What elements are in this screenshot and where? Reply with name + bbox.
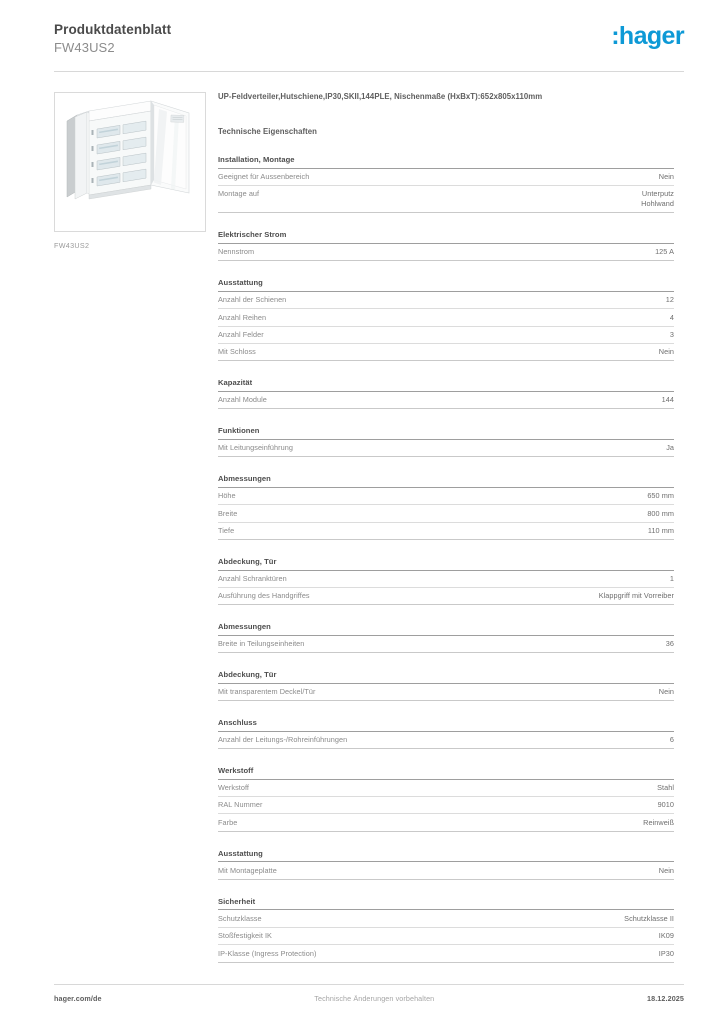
spec-row-value — [666, 443, 674, 453]
spec-rows — [218, 392, 674, 409]
footer-disclaimer: Technische Änderungen vorbehalten — [314, 993, 435, 1003]
spec-row-value — [647, 491, 674, 501]
spec-row-label: Anzahl Felder — [218, 329, 264, 339]
spec-row — [218, 244, 674, 261]
spec-row-label: Schutzklasse — [218, 913, 262, 923]
spec-row-label: Ausführung des Handgriffes — [218, 591, 310, 601]
spec-row-value — [624, 914, 674, 924]
spec-row-label: Mit Leitungseinführung — [218, 443, 293, 453]
spec-rows — [218, 910, 674, 962]
spec-row-value-line: 110 mm — [647, 526, 674, 535]
spec-row-label: Breite — [218, 508, 238, 518]
spec-row-value-line: 9010 — [657, 800, 674, 810]
spec-section — [218, 557, 674, 605]
spec-row — [218, 928, 674, 945]
spec-row-value — [659, 687, 674, 697]
spec-row-label: Montage auf — [218, 189, 260, 199]
spec-section — [218, 718, 674, 749]
spec-section — [218, 670, 674, 701]
spec-row — [218, 392, 674, 409]
spec-rows — [218, 862, 674, 879]
specification-sections — [218, 155, 674, 962]
spec-row-value-line: 3 — [669, 329, 674, 339]
spec-row — [218, 910, 674, 927]
spec-row — [218, 571, 674, 588]
spec-row-label: Anzahl der Leitungs-/Rohreinführungen — [218, 735, 348, 745]
spec-section — [218, 474, 674, 540]
spec-row-value-line: Hohlwand — [641, 199, 674, 209]
spec-row-value-line: 4 — [669, 312, 674, 322]
spec-section-title: Ausstattung — [218, 278, 674, 292]
spec-section — [218, 278, 674, 361]
spec-row-value-line: IK09 — [658, 931, 674, 941]
spec-row-value — [659, 172, 674, 182]
spec-section — [218, 230, 674, 261]
spec-section-title: Anschluss — [218, 718, 674, 732]
spec-row-label: Breite in Teilungseinheiten — [218, 639, 305, 649]
spec-rows — [218, 244, 674, 261]
spec-row — [218, 309, 674, 326]
spec-row-value-line: Stahl — [657, 783, 674, 793]
spec-row — [218, 814, 674, 831]
spec-row-value-line: IP30 — [658, 948, 674, 958]
product-description: UP-Feldverteiler,Hutschiene,IP30,SKII,144PLE, Nischenmaße (HxBxT):652x805x110mm — [218, 92, 543, 101]
spec-row-label: Höhe — [218, 491, 236, 501]
spec-row-value-line: Nein — [658, 172, 674, 182]
spec-row-value — [599, 591, 674, 601]
spec-section — [218, 622, 674, 653]
spec-row — [218, 488, 674, 505]
spec-row-value-line: 144 — [661, 395, 674, 405]
spec-rows — [218, 780, 674, 832]
spec-section-title: Kapazität — [218, 378, 674, 392]
spec-row-value — [659, 347, 674, 357]
spec-row — [218, 862, 674, 879]
spec-row — [218, 523, 674, 540]
spec-row-value — [670, 735, 674, 745]
spec-rows — [218, 169, 674, 214]
spec-row-value-line: 1 — [669, 573, 674, 583]
spec-row-value-line: Nein — [658, 347, 674, 357]
header-divider — [54, 71, 684, 72]
page-subtitle: FW43US2 — [54, 39, 115, 55]
spec-row-label: Stoßfestigkeit IK — [218, 931, 272, 941]
spec-row-value-line: Reinweiß — [643, 817, 674, 827]
spec-section-title: Sicherheit — [218, 897, 674, 911]
page-footer — [54, 991, 684, 1005]
spec-row-value — [659, 949, 674, 959]
spec-row-label: Anzahl Module — [218, 395, 267, 405]
spec-row-value-line: Ja — [666, 443, 674, 453]
spec-row — [218, 780, 674, 797]
technical-properties-heading: Technische Eigenschaften — [218, 127, 317, 137]
spec-section-title: Abdeckung, Tür — [218, 557, 674, 571]
spec-row — [218, 636, 674, 653]
spec-row-value-line: 36 — [665, 639, 674, 649]
spec-rows — [218, 571, 674, 606]
spec-row-label: IP-Klasse (Ingress Protection) — [218, 948, 317, 958]
spec-row-value — [641, 189, 674, 209]
spec-row-value — [658, 800, 674, 810]
spec-row — [218, 440, 674, 457]
spec-section-title: Abmessungen — [218, 622, 674, 636]
spec-section-title: Funktionen — [218, 426, 674, 440]
spec-row — [218, 588, 674, 605]
spec-row-value — [659, 866, 674, 876]
spec-row — [218, 684, 674, 701]
spec-row-value — [657, 783, 674, 793]
page-header — [54, 22, 684, 62]
spec-row-value — [659, 931, 674, 941]
spec-section — [218, 426, 674, 457]
spec-section — [218, 378, 674, 409]
spec-row-value-line: Nein — [658, 687, 674, 697]
product-image-frame — [54, 92, 206, 232]
spec-row — [218, 292, 674, 309]
hager-logo: :hager — [611, 22, 684, 50]
spec-row-value — [670, 330, 674, 340]
spec-row-value-line: Nein — [658, 865, 674, 875]
product-illustration-icon — [55, 93, 205, 231]
spec-row-value — [662, 395, 674, 405]
footer-website[interactable]: hager.com/de — [54, 993, 102, 1003]
spec-section-title: Werkstoff — [218, 766, 674, 780]
spec-row-value-line: Schutzklasse II — [624, 913, 674, 923]
spec-row-value — [666, 639, 674, 649]
spec-row-value-line: 800 mm — [647, 508, 674, 518]
spec-row-label: Anzahl Schranktüren — [218, 573, 287, 583]
spec-section — [218, 155, 674, 213]
spec-row-value-line: 6 — [669, 735, 674, 745]
spec-row — [218, 344, 674, 361]
spec-row-label: Werkstoff — [218, 783, 249, 793]
spec-section — [218, 897, 674, 963]
spec-row-label: Tiefe — [218, 526, 235, 535]
footer-divider — [54, 984, 684, 985]
page-title: Produktdatenblatt — [54, 22, 172, 37]
spec-row-value — [655, 247, 674, 257]
spec-row-label: Geeignet für Aussenbereich — [218, 172, 310, 182]
spec-rows — [218, 684, 674, 701]
spec-row — [218, 169, 674, 186]
product-caption: FW43US2 — [54, 241, 90, 250]
spec-rows — [218, 292, 674, 362]
spec-row-label: RAL Nummer — [218, 800, 263, 810]
spec-row-value — [666, 295, 674, 305]
spec-row-label: Anzahl der Schienen — [218, 295, 287, 305]
spec-row-value-line: Unterputz — [641, 189, 674, 199]
spec-row — [218, 797, 674, 814]
spec-row-label: Mit transparentem Deckel/Tür — [218, 687, 316, 697]
spec-rows — [218, 488, 674, 540]
spec-row-label: Nennstrom — [218, 247, 255, 257]
spec-rows — [218, 732, 674, 749]
spec-row-value — [643, 818, 674, 828]
spec-row — [218, 732, 674, 749]
spec-row — [218, 505, 674, 522]
spec-section-title: Abmessungen — [218, 474, 674, 488]
spec-section-title: Ausstattung — [218, 849, 674, 863]
spec-row-label: Mit Montageplatte — [218, 865, 277, 875]
product-image-pane — [54, 92, 206, 250]
spec-row — [218, 945, 674, 962]
spec-row-value — [670, 313, 674, 323]
spec-rows — [218, 440, 674, 457]
spec-section-title: Elektrischer Strom — [218, 230, 674, 244]
spec-section — [218, 849, 674, 880]
spec-row-label: Anzahl Reihen — [218, 312, 267, 322]
spec-row-value-line: Klappgriff mit Vorreiber — [598, 591, 674, 601]
spec-row-label: Mit Schloss — [218, 347, 256, 357]
spec-row-label: Farbe — [218, 817, 238, 827]
spec-section — [218, 766, 674, 832]
spec-row-value — [647, 509, 674, 519]
spec-row-value-line: 12 — [665, 295, 674, 305]
spec-row — [218, 186, 674, 213]
spec-row-value-line: 125 A — [655, 247, 674, 257]
spec-row — [218, 327, 674, 344]
spec-section-title: Installation, Montage — [218, 155, 674, 169]
specification-column — [218, 92, 674, 963]
spec-row-value-line: 650 mm — [647, 491, 674, 501]
spec-section-title: Abdeckung, Tür — [218, 670, 674, 684]
spec-row-value — [670, 574, 674, 584]
spec-row-value — [648, 526, 674, 536]
footer-date: 18.12.2025 — [647, 993, 684, 1003]
spec-rows — [218, 636, 674, 653]
